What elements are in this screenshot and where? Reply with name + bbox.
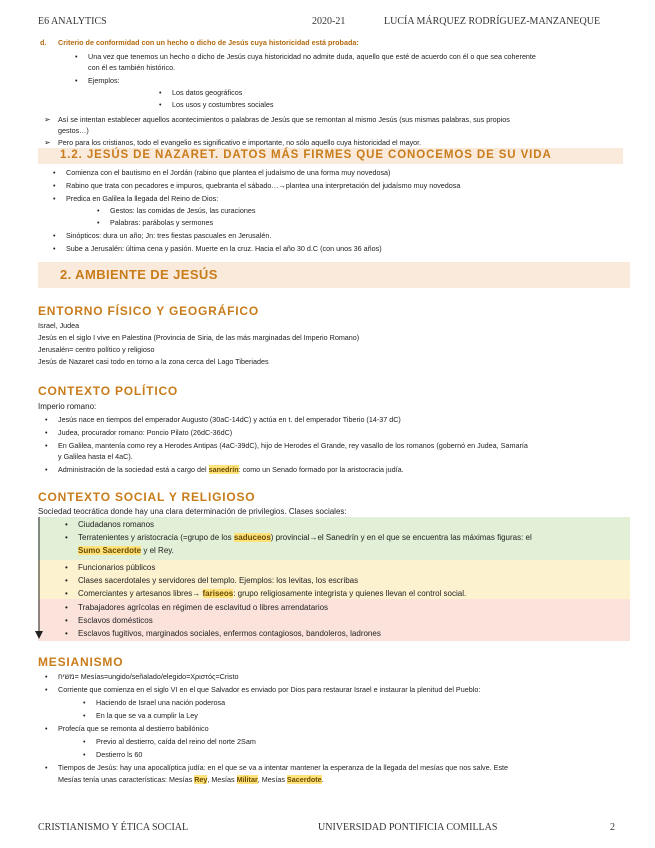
intro-arrow-2: ➢ Pero para los cristianos, todo el evangelio es significativo e importante, no sólo aquello cuya historicidad el mayor.	[58, 138, 421, 148]
mes-text: Mesías tenía unas características: Mesías	[58, 775, 195, 784]
intro-arrow-1-cont: gestos…)	[58, 126, 89, 135]
mes-text: , Mesías	[207, 775, 237, 784]
class-item: • Funcionarios públicos	[78, 562, 155, 573]
header-right: LUCÍA MÁRQUEZ RODRÍGUEZ-MANZANEQUE	[384, 16, 601, 27]
entorno-line: Jesús en el siglo I vive en Palestina (Provincia de Siria, de las más marginadas del Imperio Romano)	[38, 333, 360, 342]
politico-item-cont: y Galilea hasta el 4aC).	[58, 452, 133, 461]
social-title: CONTEXTO SOCIAL Y RELIGIOSO	[38, 490, 256, 504]
rey-highlight: Rey	[194, 775, 208, 784]
page-number: 2	[610, 822, 615, 833]
criteria-examples-label: • Ejemplos:	[88, 76, 120, 86]
list-subitem: • Gestos: las comidas de Jesús, las curaciones	[110, 206, 255, 216]
mesianismo-item: • משיח= Mesías=ungido/señalado/elegido=Χριστός=Cristo	[58, 672, 238, 682]
criteria-title: Criterio de conformidad con un hecho o dicho de Jesús cuya historicidad está probada:	[58, 38, 359, 47]
criteria-example: • Los usos y costumbres sociales	[172, 100, 273, 110]
entorno-line: Jesús de Nazaret casi todo en torno a la zona cerca del Lago Tiberiades	[38, 357, 269, 366]
header-center: 2020-21	[312, 16, 346, 27]
criteria-example: • Los datos geográficos	[172, 88, 242, 98]
criteria-letter: d.	[40, 38, 47, 47]
entorno-title: ENTORNO FÍSICO Y GEOGRÁFICO	[38, 304, 259, 318]
saduceos-highlight: saduceos	[233, 533, 271, 542]
criteria-line1: • Una vez que tenemos un hecho o dicho de Jesús cuya historicidad no admite duda, aquello que esté de acuerdo con él o que sea coherente	[88, 52, 536, 62]
mesianismo-item: • Profecía que se remonta al destierro babilónico	[58, 724, 209, 734]
criteria-line2: con él es también histórico.	[88, 63, 176, 72]
list-item: • Predica en Galilea la llegada del Reino de Dios:	[66, 194, 218, 204]
list-item: • Comienza con el bautismo en el Jordán (rabino que plantea el judaísmo de una forma muy novedosa)	[66, 168, 390, 178]
politico-item: • Jesús nace en tiempos del emperador Augusto (30aC-14dC) y actúa en t. del emperador Tiberio (14-37 dC)	[58, 415, 401, 425]
class-item: • Esclavos domésticos	[78, 615, 153, 626]
entorno-line: Jerusalén= centro político y religioso	[38, 345, 155, 354]
politico-title: CONTEXTO POLÍTICO	[38, 384, 179, 398]
class-item: • Esclavos fugitivos, marginados sociales, enfermos contagiosos, bandoleros, ladrones	[78, 628, 381, 639]
sacerdote-highlight: Sacerdote	[286, 775, 322, 784]
class-item	[78, 532, 532, 543]
class-item-cont	[78, 545, 174, 556]
list-item: • Sinópticos: dura un año; Jn: tres fiestas pascuales en Jerusalén.	[66, 231, 271, 241]
mesianismo-item: • Tiempos de Jesús: hay una apocalíptica judía: en el que se va a intentar mantener la esperanza de la llegada del mesías que nos salve. Este	[58, 763, 508, 773]
class-item: • Clases sacerdotales y servidores del templo. Ejemplos: los levitas, los escribas	[78, 575, 358, 586]
mesianismo-subitem: • En la que se va a cumplir la Ley	[96, 711, 198, 721]
mesianismo-subitem: • Haciendo de Israel una nación poderosa	[96, 698, 225, 708]
class-item: • Ciudadanos romanos	[78, 519, 154, 530]
class-text: Comerciantes y artesanos libres→	[78, 589, 203, 598]
sanedrin-highlight: sanedrín	[208, 465, 239, 474]
politico-text: Administración de la sociedad está a cargo del	[58, 465, 209, 474]
politico-text: : como un Senado formado por la aristocracia judía.	[238, 465, 404, 474]
politico-item: • Judea, procurador romano: Poncio Pilato (26dC-36dC)	[58, 428, 232, 438]
footer-center: UNIVERSIDAD PONTIFICIA COMILLAS	[318, 822, 498, 833]
politico-item: • En Galilea, mantenía como rey a Herodes Antipas (4aC-39dC), hijo de Herodes el Grande, rey vasallo de los romanos (gobernó en Judea, Samaría	[58, 441, 528, 451]
hierarchy-arrow	[34, 517, 44, 641]
header-left: E6 ANALYTICS	[38, 16, 107, 27]
entorno-line: Israel, Judea	[38, 321, 80, 330]
section-2-title: 2. AMBIENTE DE JESÚS	[60, 267, 218, 282]
list-subitem: • Palabras: parábolas y sermones	[110, 218, 213, 228]
politico-subtitle: Imperio romano:	[38, 402, 97, 411]
social-subtitle: Sociedad teocrática donde hay una clara determinación de privilegios. Clases sociales:	[38, 507, 347, 516]
militar-highlight: Militar	[236, 775, 258, 784]
politico-item	[58, 465, 404, 475]
fariseos-highlight: fariseos	[202, 589, 234, 598]
mes-text: , Mesías	[257, 775, 287, 784]
mes-text: .	[321, 775, 324, 784]
class-item: • Trabajadores agrícolas en régimen de esclavitud o libres arrendatarios	[78, 602, 328, 613]
class-text: : grupo religiosamente integrista y quienes llevan el control social.	[233, 589, 467, 598]
section-1-2-title: 1.2. JESÚS DE NAZARET. DATOS MÁS FIRMES QUE CONOCEMOS DE SU VIDA	[60, 149, 552, 161]
mesianismo-item: • Corriente que comienza en el siglo VI en el que Salvador es enviado por Dios para restaurar Israel e instaurar la plenitud del Pueblo:	[58, 685, 480, 695]
intro-arrow-1: ➢ Así se intentan establecer aquellos acontecimientos o palabras de Jesús que se remontan al mismo Jesús (sus mismas palabras, sus propios	[58, 115, 510, 125]
class-item	[78, 588, 466, 599]
mesianismo-item-cont	[58, 775, 324, 785]
mesianismo-subitem: • Destierro ls 60	[96, 750, 142, 760]
mesianismo-subitem: • Previo al destierro, caída del reino del norte 2Sam	[96, 737, 256, 747]
mesianismo-title: MESIANISMO	[38, 655, 124, 669]
sumo-sacerdote-highlight: Sumo Sacerdote	[78, 546, 142, 555]
footer-left: CRISTIANISMO Y ÉTICA SOCIAL	[38, 822, 189, 833]
class-text: Terratenientes y aristocracia (=grupo de los	[78, 533, 234, 542]
list-item: • Sube a Jerusalén: última cena y pasión. Muerte en la cruz. Hacia el año 30 d.C (con unos 36 años)	[66, 244, 382, 254]
list-item: • Rabino que trata con pecadores e impuros, quebranta el sábado…→plantea una interpretación del judaísmo muy novedosa	[66, 181, 460, 191]
class-text: y el Rey.	[141, 546, 174, 555]
class-text: ) provincial→el Sanedrín y en el que se encuentra las máximas figuras: el	[270, 533, 532, 542]
